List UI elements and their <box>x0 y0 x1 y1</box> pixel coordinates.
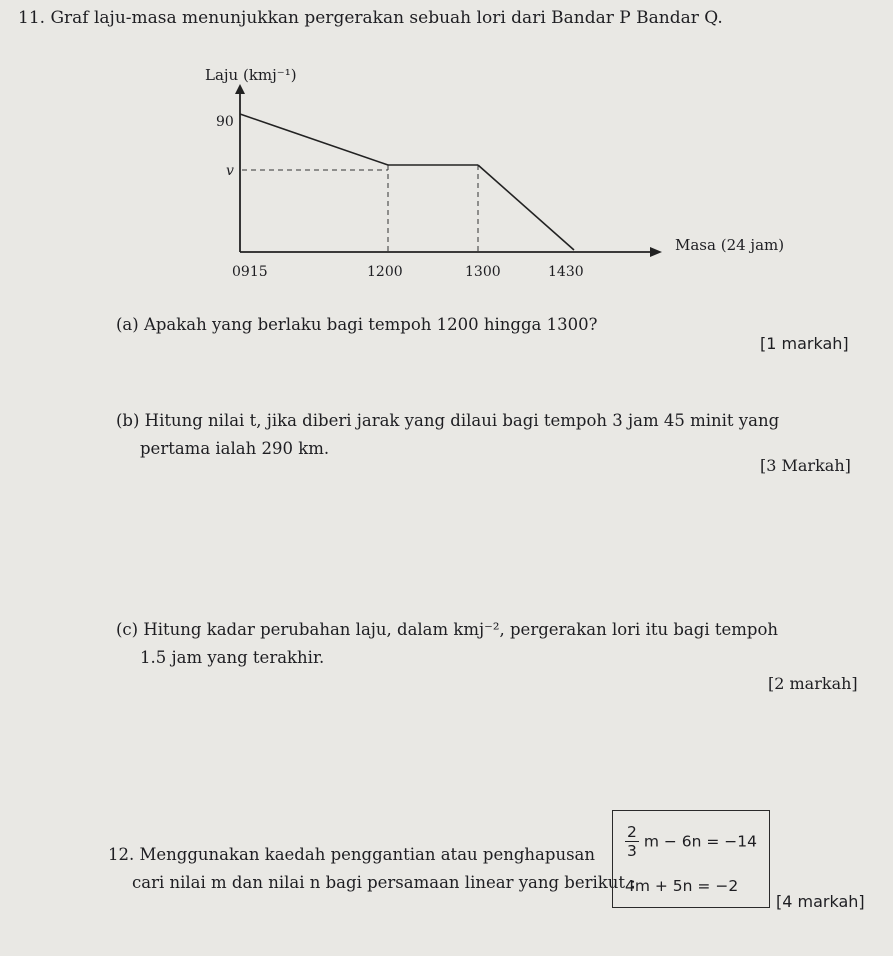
part-b-line1: (b) Hitung nilai t, jika diberi jarak yang dilaui bagi tempoh 3 jam 45 minit yang <box>116 411 780 430</box>
segment-decel-2 <box>478 165 574 250</box>
x-axis-label: Masa (24 jam) <box>675 236 785 254</box>
x-tick-1430: 1430 <box>548 264 584 280</box>
part-a-text: (a) Apakah yang berlaku bagi tempoh 1200 hingga 1300? <box>116 315 598 334</box>
question-12-marks: [4 markah] <box>776 892 865 911</box>
part-c-marks: [2 markah] <box>768 674 858 693</box>
part-c-line2: 1.5 jam yang terakhir. <box>140 648 325 667</box>
segment-decel-1 <box>240 114 388 165</box>
x-axis-arrow <box>650 247 662 257</box>
question-11-title: 11. Graf laju-masa menunjukkan pergerakan sebuah lori dari Bandar P Bandar Q. <box>18 8 723 28</box>
part-b-marks: [3 Markah] <box>760 456 851 475</box>
equation-1 <box>625 823 757 860</box>
y-tick-90: 90 <box>216 114 234 130</box>
x-tick-1200: 1200 <box>367 264 403 280</box>
equation-box <box>612 810 770 908</box>
part-c-line1: (c) Hitung kadar perubahan laju, dalam kmj⁻², pergerakan lori itu bagi tempoh <box>116 620 779 639</box>
y-axis-arrow <box>235 84 245 94</box>
x-tick-1300: 1300 <box>465 264 501 280</box>
equation-2: 4m + 5n = −2 <box>625 877 739 895</box>
question-12-line1: 12. Menggunakan kaedah penggantian atau penghapusan <box>108 845 595 864</box>
speed-time-graph <box>0 0 893 300</box>
y-tick-v: v <box>226 163 234 179</box>
fraction-two-thirds <box>625 823 639 860</box>
y-axis-label: Laju (kmj⁻¹) <box>205 66 297 84</box>
question-12-line2: cari nilai m dan nilai n bagi persamaan linear yang berikut : <box>132 873 636 892</box>
equation-1-rest: m − 6n = −14 <box>643 832 757 851</box>
part-a-marks: [1 markah] <box>760 334 849 353</box>
part-b-line2: pertama ialah 290 km. <box>140 439 330 458</box>
fraction-numerator: 2 <box>627 823 637 841</box>
x-tick-0915: 0915 <box>232 264 268 280</box>
fraction-denominator: 3 <box>627 842 637 860</box>
